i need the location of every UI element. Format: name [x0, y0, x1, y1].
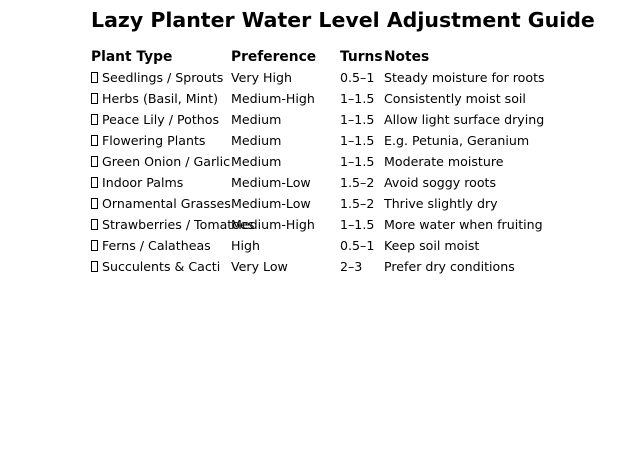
preference-cell: Very Low: [231, 259, 288, 274]
table-row: [91, 172, 621, 193]
notes-cell: Steady moisture for roots: [384, 70, 545, 85]
document: [91, 6, 621, 277]
plant-type-cell: [91, 130, 205, 151]
preference-cell: Medium-Low: [231, 175, 311, 190]
plant-type-label: Succulents & Cacti: [102, 259, 221, 274]
notes-cell: Allow light surface drying: [384, 112, 545, 127]
turns-cell: 1–1.5: [340, 133, 375, 148]
column-header-notes: Notes: [384, 49, 430, 65]
missing-glyph-icon: [91, 135, 98, 146]
missing-glyph-icon: [91, 156, 98, 167]
preference-cell: Medium-High: [231, 91, 315, 106]
table-row: [91, 256, 621, 277]
plant-type-label: Herbs (Basil, Mint): [102, 91, 218, 106]
notes-cell: E.g. Petunia, Geranium: [384, 133, 530, 148]
preference-cell: Medium: [231, 154, 282, 169]
plant-type-cell: [91, 88, 218, 109]
column-header-plant-type: Plant Type: [91, 49, 173, 65]
plant-type-cell: [91, 151, 230, 172]
turns-cell: 1–1.5: [340, 112, 375, 127]
plant-type-label: Flowering Plants: [102, 133, 206, 148]
column-header-turns: Turns: [340, 49, 383, 65]
plant-type-cell: [91, 193, 231, 214]
preference-cell: High: [231, 238, 260, 253]
plant-type-cell: [91, 235, 211, 256]
table-row: [91, 214, 621, 235]
table-row: [91, 67, 621, 88]
notes-cell: Thrive slightly dry: [384, 196, 498, 211]
turns-cell: 1.5–2: [340, 175, 375, 190]
notes-cell: More water when fruiting: [384, 217, 543, 232]
turns-cell: 2–3: [340, 259, 363, 274]
plant-type-label: Indoor Palms: [102, 175, 184, 190]
table-row: [91, 151, 621, 172]
preference-cell: Medium-Low: [231, 196, 311, 211]
table-row: [91, 109, 621, 130]
plant-type-label: Ferns / Calatheas: [102, 238, 211, 253]
missing-glyph-icon: [91, 93, 98, 104]
turns-cell: 0.5–1: [340, 70, 375, 85]
plant-type-cell: [91, 214, 254, 235]
plant-type-cell: [91, 172, 183, 193]
table-row: [91, 130, 621, 151]
missing-glyph-icon: [91, 240, 98, 251]
plant-type-cell: [91, 256, 220, 277]
table-row: [91, 193, 621, 214]
notes-cell: Keep soil moist: [384, 238, 480, 253]
turns-cell: 1–1.5: [340, 217, 375, 232]
notes-cell: Avoid soggy roots: [384, 175, 497, 190]
missing-glyph-icon: [91, 177, 98, 188]
notes-cell: Moderate moisture: [384, 154, 504, 169]
table-header-row: [91, 47, 621, 67]
turns-cell: 0.5–1: [340, 238, 375, 253]
plant-type-label: Seedlings / Sprouts: [102, 70, 224, 85]
notes-cell: Prefer dry conditions: [384, 259, 515, 274]
notes-cell: Consistently moist soil: [384, 91, 526, 106]
missing-glyph-icon: [91, 219, 98, 230]
turns-cell: 1.5–2: [340, 196, 375, 211]
page-title: Lazy Planter Water Level Adjustment Guide: [91, 8, 595, 32]
turns-cell: 1–1.5: [340, 91, 375, 106]
missing-glyph-icon: [91, 114, 98, 125]
table-row: [91, 88, 621, 109]
column-header-preference: Preference: [231, 49, 317, 65]
preference-cell: Medium: [231, 112, 282, 127]
plant-type-cell: [91, 109, 219, 130]
plant-type-label: Ornamental Grasses: [102, 196, 231, 211]
plant-type-label: Green Onion / Garlic: [102, 154, 231, 169]
adjustment-table: [91, 47, 621, 277]
table-row: [91, 235, 621, 256]
preference-cell: Medium-High: [231, 217, 315, 232]
preference-cell: Very High: [231, 70, 292, 85]
plant-type-label: Peace Lily / Pothos: [102, 112, 220, 127]
preference-cell: Medium: [231, 133, 282, 148]
plant-type-cell: [91, 67, 223, 88]
turns-cell: 1–1.5: [340, 154, 375, 169]
missing-glyph-icon: [91, 261, 98, 272]
missing-glyph-icon: [91, 198, 98, 209]
missing-glyph-icon: [91, 72, 98, 83]
plant-type-label: Strawberries / Tomatoes: [102, 217, 255, 232]
